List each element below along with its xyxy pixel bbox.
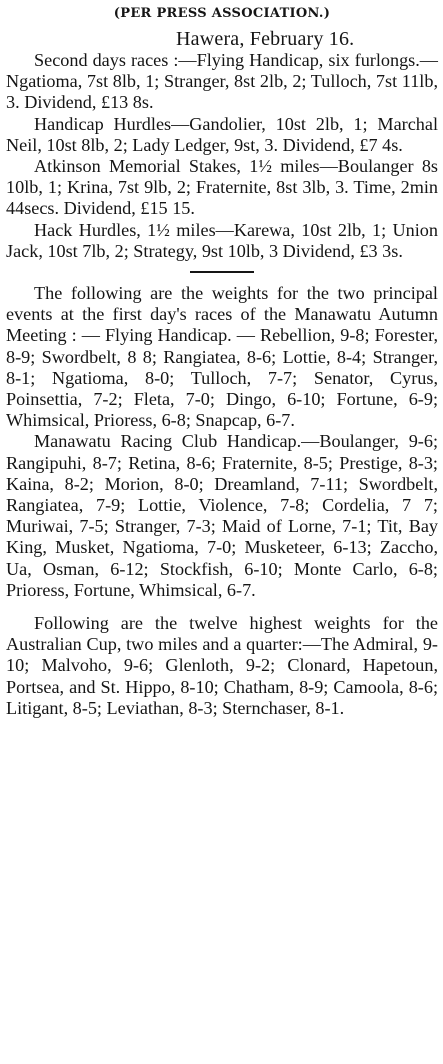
press-association-heading: (PER PRESS ASSOCIATION.) <box>113 6 331 21</box>
race-result-atkinson-memorial: Atkinson Memorial Stakes, 1½ miles—Boulanger 8s 10lb, 1; Krina, 7st 9lb, 2; Fraternite, 8st 3lb, 3. Time, 2min 44secs. Dividend, £15 15. <box>6 156 438 219</box>
race-result-handicap-hurdles: Handicap Hurdles—Gandolier, 10st 2lb, 1; Marchal Neil, 10st 8lb, 2; Lady Ledger, 9st, 3. Dividend, £7 4s. <box>6 113 438 155</box>
section-divider <box>190 271 254 273</box>
manawatu-flying-handicap-weights: The following are the weights for the two principal events at the first day's races of the Manawatu Autumn Meeting : — Flying Handicap. — Rebellion, 9-8; Forester, 8-9; Swordbelt, 8 8; Rangiatea, 8-6; Lottie, 8-4; Stranger, 8-1; Ngatioma, 8-0; Tulloch, 7-7; Senator, Cyrus, Poinsettia, 7-2; Fleta, 7-0; Dingo, 6-10; Fortune, 6-9; Whimsical, Prioress, 6-8; Snapcap, 6-7. <box>6 283 438 431</box>
race-result-flying-handicap: Second days races :—Flying Handicap, six furlongs.—Ngatioma, 7st 8lb, 1; Stranger, 8st 2lb, 2; Tulloch, 7st 11lb, 3. Dividend, £13 8s. <box>6 50 438 113</box>
dateline: Hawera, February 16. <box>176 28 355 50</box>
race-result-hack-hurdles: Hack Hurdles, 1½ miles—Karewa, 10st 2lb, 1; Union Jack, 10st 7lb, 2; Strategy, 9st 10lb, 3 Dividend, £3 3s. <box>6 219 438 261</box>
australian-cup-weights: Following are the twelve highest weights for the Australian Cup, two miles and a quarter:—The Admiral, 9-10; Malvoho, 9-6; Glenloth, 9-2; Clonard, Hapetoun, Portsea, and St. Hippo, 8-10; Chatham, 8-9; Camoola, 8-6; Litigant, 8-5; Leviathan, 8-3; Sternchaser, 8-1. <box>6 613 438 718</box>
manawatu-racing-club-handicap-weights: Manawatu Racing Club Handicap.—Boulanger, 9-6; Rangipuhi, 8-7; Retina, 8-6; Fraternite, 8-5; Prestige, 8-3; Kaina, 8-2; Morion, 8-0; Dreamland, 7-11; Swordbelt, Rangiatea, 7-9; Lottie, Violence, 7-8; Cordelia, 7 7; Muriwai, 7-5; Stranger, 7-3; Maid of Lorne, 7-1; Tit, Bay King, Musket, Ngatioma, 7-0; Musketeer, 6-13; Zaccho, Ua, Osman, 6-12; Stockfish, 6-10; Monte Carlo, 6-8; Prioress, Fortune, Whimsical, 6-7. <box>6 431 438 600</box>
paragraph-gap <box>6 601 438 613</box>
